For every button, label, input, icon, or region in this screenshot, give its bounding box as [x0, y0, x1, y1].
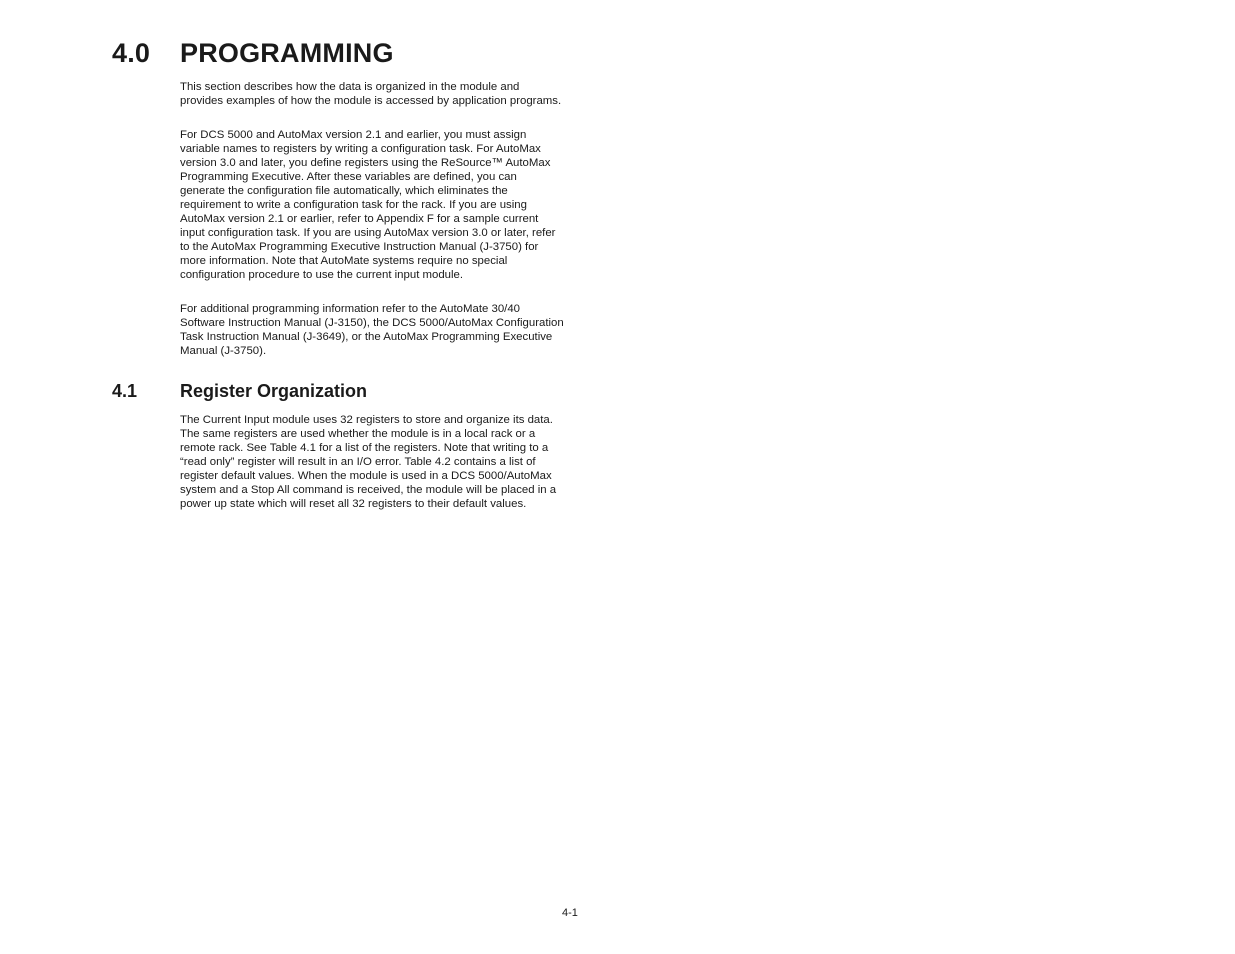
subsection-title: Register Organization — [180, 381, 368, 401]
subsection-heading — [112, 379, 367, 403]
body-paragraph: The Current Input module uses 32 registers to store and organize its data. The same registers are used whether the module is in a local rack or a remote rack. See Table 4.1 for a list of the registers. Note that writing to a “read only” register will result in an I/O error. Table 4.2 contains a list of register default values. When the module is used in a DCS 5000/AutoMax system and a Stop All command is received, the module will be placed in a power up state which will reset all 32 registers to their default values. — [180, 414, 557, 511]
section-heading — [112, 36, 394, 70]
body-paragraph: For additional programming information refer to the AutoMate 30/40 Software Instruction Manual (J-3150), the DCS 5000/AutoMax Configuration Task Instruction Manual (J-3649), or the AutoMax Programming Executive Manual (J-3750). — [180, 303, 564, 358]
section-number: 4.0 — [112, 38, 151, 68]
subsection-number: 4.1 — [112, 381, 138, 401]
body-paragraph: For DCS 5000 and AutoMax version 2.1 and earlier, you must assign variable names to registers by writing a configuration task. For AutoMax version 3.0 and later, you define registers using the ReSource™ AutoMax Programming Executive. After these variables are defined, you can generate the configuration file automatically, which eliminates the requirement to write a configuration task for the rack. If you are using AutoMax version 2.1 or earlier, refer to Appendix F for a sample current input configuration task. If you are using AutoMax version 3.0 or later, refer to the AutoMax Programming Executive Instruction Manual (J-3750) for more information. Note that AutoMate systems require no special configuration procedure to use the current input module. — [180, 129, 556, 282]
body-paragraph: This section describes how the data is organized in the module and provides examples of how the module is accessed by application programs. — [180, 81, 562, 108]
page-number: 4-1 — [562, 907, 578, 919]
section-title: PROGRAMMING — [180, 38, 394, 68]
